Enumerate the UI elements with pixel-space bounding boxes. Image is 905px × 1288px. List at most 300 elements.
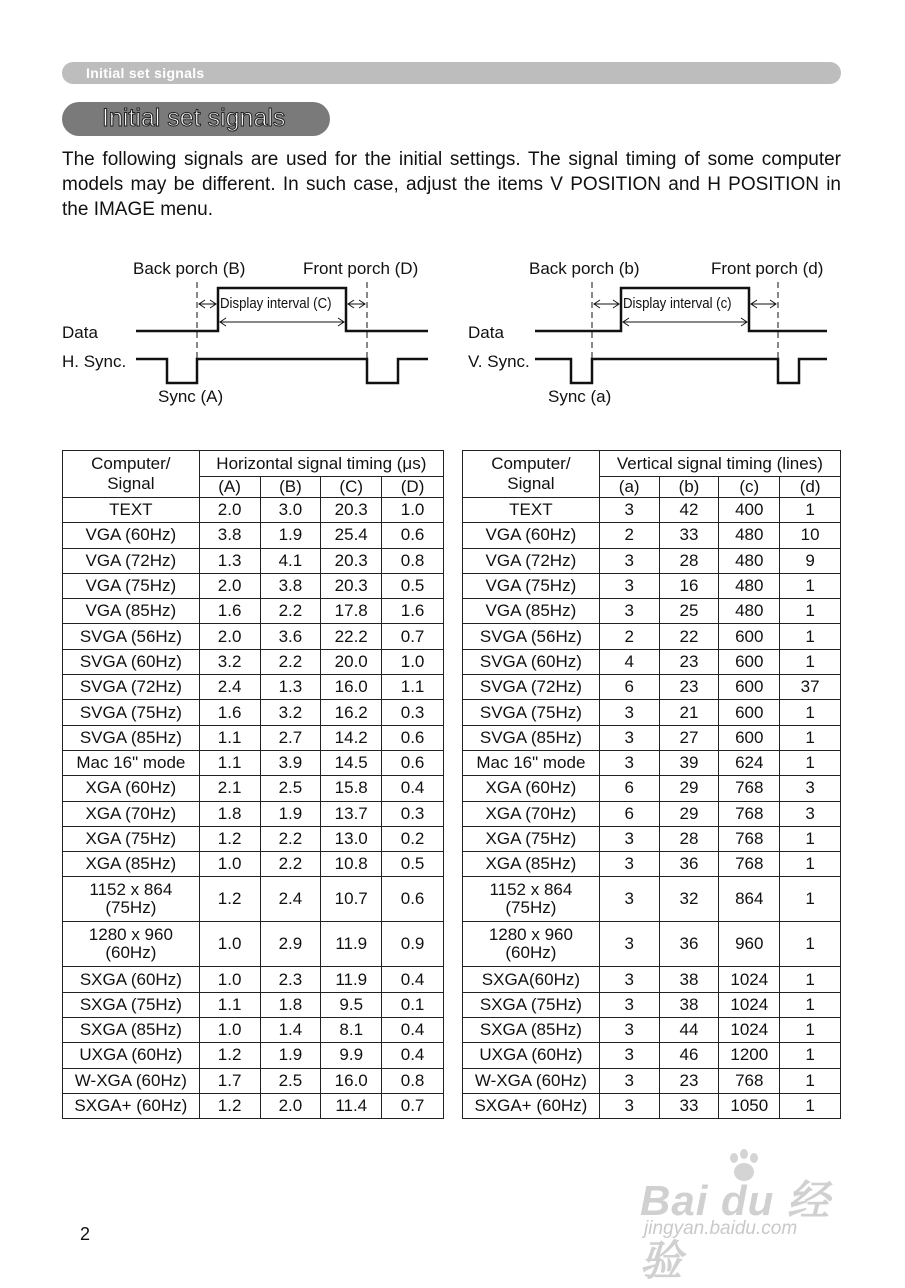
timing-value-cell: 0.5 (382, 852, 444, 877)
timing-value-cell: 8.1 (321, 1018, 382, 1043)
signal-name-cell: XGA (85Hz) (63, 852, 200, 877)
signal-name-cell: SVGA (72Hz) (463, 675, 600, 700)
table-row (463, 967, 841, 992)
timing-value-cell: 23 (659, 1068, 719, 1093)
watermark-url: jingyan.baidu.com (644, 1218, 798, 1239)
timing-value-cell: 1 (780, 992, 841, 1017)
table-row (63, 700, 444, 725)
signal-name-cell: VGA (60Hz) (63, 523, 200, 548)
signal-name-cell: VGA (85Hz) (63, 599, 200, 624)
table-row (63, 675, 444, 700)
signal-name-cell: 1280 x 960 (60Hz) (63, 922, 200, 967)
timing-value-cell: 0.4 (382, 967, 444, 992)
timing-value-cell: 10.8 (321, 852, 382, 877)
v-sync-label: Sync (a) (548, 387, 612, 406)
signal-name-cell: SVGA (60Hz) (63, 649, 200, 674)
timing-value-cell: 3 (599, 1068, 659, 1093)
signal-name-cell: W-XGA (60Hz) (63, 1068, 200, 1093)
timing-value-cell: 2.5 (260, 1068, 321, 1093)
timing-value-cell: 1024 (719, 967, 780, 992)
signal-name-cell: SXGA (85Hz) (63, 1018, 200, 1043)
v-data-label: Data (468, 323, 504, 342)
timing-value-cell: 768 (719, 852, 780, 877)
timing-value-cell: 38 (659, 967, 719, 992)
v-signal-header-line1: Computer/ (491, 454, 571, 473)
table-row (63, 1018, 444, 1043)
timing-value-cell: 29 (659, 801, 719, 826)
table-row (463, 801, 841, 826)
timing-value-cell: 0.6 (382, 877, 444, 922)
timing-value-cell: 1200 (719, 1043, 780, 1068)
table-row (463, 877, 841, 922)
timing-value-cell: 29 (659, 776, 719, 801)
timing-value-cell: 13.0 (321, 826, 382, 851)
timing-value-cell: 3 (780, 776, 841, 801)
table-row (463, 1043, 841, 1068)
timing-value-cell: 3 (599, 700, 659, 725)
signal-name-cell: TEXT (63, 498, 200, 523)
timing-value-cell: 36 (659, 922, 719, 967)
signal-name-cell: XGA (60Hz) (63, 776, 200, 801)
timing-value-cell: 28 (659, 826, 719, 851)
timing-value-cell: 1.0 (199, 1018, 260, 1043)
timing-value-cell: 2.0 (199, 624, 260, 649)
timing-value-cell: 0.3 (382, 801, 444, 826)
timing-value-cell: 1.8 (260, 992, 321, 1017)
timing-value-cell: 4.1 (260, 548, 321, 573)
v-front-porch-label: Front porch (d) (711, 259, 824, 278)
v-col-d: (d) (780, 477, 841, 498)
timing-value-cell: 10.7 (321, 877, 382, 922)
baidu-watermark (640, 1148, 855, 1284)
timing-value-cell: 960 (719, 922, 780, 967)
timing-value-cell: 0.9 (382, 922, 444, 967)
timing-value-cell: 600 (719, 624, 780, 649)
v-back-porch-label: Back porch (b) (529, 259, 640, 278)
timing-value-cell: 400 (719, 498, 780, 523)
signal-name-cell: TEXT (463, 498, 600, 523)
timing-value-cell: 1 (780, 852, 841, 877)
timing-value-cell: 37 (780, 675, 841, 700)
timing-value-cell: 2 (599, 523, 659, 548)
timing-value-cell: 11.4 (321, 1093, 382, 1118)
timing-value-cell: 480 (719, 573, 780, 598)
timing-value-cell: 1.1 (382, 675, 444, 700)
timing-value-cell: 1.3 (260, 675, 321, 700)
timing-value-cell: 0.4 (382, 1018, 444, 1043)
timing-value-cell: 1.7 (199, 1068, 260, 1093)
timing-value-cell: 0.5 (382, 573, 444, 598)
v-timing-waveform (0, 0, 905, 440)
table-row (63, 992, 444, 1017)
table-row (463, 624, 841, 649)
timing-value-cell: 1 (780, 750, 841, 775)
timing-value-cell: 768 (719, 801, 780, 826)
timing-value-cell: 1 (780, 1043, 841, 1068)
timing-value-cell: 1 (780, 573, 841, 598)
timing-value-cell: 3.0 (260, 498, 321, 523)
table-row (463, 498, 841, 523)
signal-name-cell: XGA (75Hz) (63, 826, 200, 851)
table-row (463, 725, 841, 750)
timing-value-cell: 23 (659, 675, 719, 700)
timing-value-cell: 1 (780, 725, 841, 750)
timing-value-cell: 3 (599, 922, 659, 967)
timing-value-cell: 1.8 (199, 801, 260, 826)
timing-value-cell: 3 (599, 1093, 659, 1118)
table-row (463, 649, 841, 674)
timing-value-cell: 3 (599, 750, 659, 775)
timing-value-cell: 2.3 (260, 967, 321, 992)
table-row (463, 599, 841, 624)
timing-value-cell: 3.6 (260, 624, 321, 649)
timing-value-cell: 1.6 (382, 599, 444, 624)
timing-value-cell: 36 (659, 852, 719, 877)
signal-name-cell: SXGA (75Hz) (463, 992, 600, 1017)
timing-value-cell: 17.8 (321, 599, 382, 624)
timing-value-cell: 0.4 (382, 776, 444, 801)
timing-value-cell: 3 (599, 877, 659, 922)
timing-value-cell: 2.0 (199, 573, 260, 598)
signal-name-cell: Mac 16" mode (463, 750, 600, 775)
timing-value-cell: 6 (599, 801, 659, 826)
signal-name-cell: VGA (72Hz) (463, 548, 600, 573)
timing-value-cell: 768 (719, 776, 780, 801)
timing-value-cell: 22.2 (321, 624, 382, 649)
timing-value-cell: 600 (719, 700, 780, 725)
h-col-a: (A) (199, 477, 260, 498)
signal-name-cell: Mac 16" mode (63, 750, 200, 775)
timing-value-cell: 32 (659, 877, 719, 922)
timing-value-cell: 16.0 (321, 1068, 382, 1093)
table-row (63, 877, 444, 922)
timing-value-cell: 1.6 (199, 700, 260, 725)
timing-value-cell: 1050 (719, 1093, 780, 1118)
timing-value-cell: 1.6 (199, 599, 260, 624)
watermark-brand: Bai du 经验 (640, 1177, 831, 1284)
intro-paragraph: The following signals are used for the initial settings. The signal timing of some computer models may be different. In such case, adjust the items V POSITION and H POSITION in the IMAGE menu. (62, 149, 841, 220)
timing-value-cell: 1.0 (199, 922, 260, 967)
timing-value-cell: 9.9 (321, 1043, 382, 1068)
timing-value-cell: 2.1 (199, 776, 260, 801)
timing-value-cell: 46 (659, 1043, 719, 1068)
timing-value-cell: 3 (599, 967, 659, 992)
timing-value-cell: 1 (780, 877, 841, 922)
table-row (463, 1018, 841, 1043)
timing-value-cell: 14.5 (321, 750, 382, 775)
timing-value-cell: 2.0 (199, 498, 260, 523)
timing-value-cell: 2.2 (260, 599, 321, 624)
table-row (463, 1068, 841, 1093)
timing-value-cell: 0.7 (382, 1093, 444, 1118)
timing-value-cell: 3 (599, 498, 659, 523)
v-sync-line-label: V. Sync. (468, 352, 530, 371)
table-row (63, 967, 444, 992)
timing-value-cell: 3 (599, 599, 659, 624)
timing-value-cell: 1.1 (199, 992, 260, 1017)
timing-value-cell: 33 (659, 523, 719, 548)
timing-value-cell: 11.9 (321, 967, 382, 992)
timing-value-cell: 44 (659, 1018, 719, 1043)
table-row (463, 548, 841, 573)
timing-value-cell: 1.0 (199, 852, 260, 877)
table-row (63, 1093, 444, 1118)
table-row (63, 1043, 444, 1068)
timing-value-cell: 3 (599, 1018, 659, 1043)
timing-value-cell: 1 (780, 624, 841, 649)
signal-name-cell: XGA (70Hz) (463, 801, 600, 826)
top-header-title: Initial set signals (86, 65, 205, 81)
table-row (63, 750, 444, 775)
signal-name-cell: VGA (85Hz) (463, 599, 600, 624)
signal-name-cell: SVGA (75Hz) (63, 700, 200, 725)
timing-value-cell: 3 (599, 573, 659, 598)
timing-value-cell: 2.9 (260, 922, 321, 967)
timing-value-cell: 768 (719, 826, 780, 851)
timing-value-cell: 1 (780, 967, 841, 992)
timing-value-cell: 0.8 (382, 1068, 444, 1093)
timing-value-cell: 0.2 (382, 826, 444, 851)
timing-value-cell: 27 (659, 725, 719, 750)
h-sync-label: Sync (A) (158, 387, 224, 406)
timing-value-cell: 480 (719, 599, 780, 624)
timing-value-cell: 2.5 (260, 776, 321, 801)
timing-value-cell: 23 (659, 649, 719, 674)
timing-value-cell: 2 (599, 624, 659, 649)
table-row (63, 826, 444, 851)
signal-name-cell: 1152 x 864 (75Hz) (463, 877, 600, 922)
timing-value-cell: 20.3 (321, 548, 382, 573)
v-col-a: (a) (599, 477, 659, 498)
signal-name-cell: XGA (60Hz) (463, 776, 600, 801)
v-col-b: (b) (659, 477, 719, 498)
timing-value-cell: 2.2 (260, 826, 321, 851)
h-display-interval-label: Display interval (C) (220, 295, 332, 312)
timing-value-cell: 33 (659, 1093, 719, 1118)
timing-value-cell: 22 (659, 624, 719, 649)
table-row (463, 826, 841, 851)
timing-value-cell: 1 (780, 599, 841, 624)
timing-value-cell: 10 (780, 523, 841, 548)
timing-value-cell: 3.8 (199, 523, 260, 548)
timing-value-cell: 4 (599, 649, 659, 674)
timing-value-cell: 14.2 (321, 725, 382, 750)
timing-value-cell: 0.8 (382, 548, 444, 573)
timing-value-cell: 3 (599, 992, 659, 1017)
v-group-header: Vertical signal timing (lines) (599, 451, 840, 477)
timing-value-cell: 1.2 (199, 877, 260, 922)
timing-value-cell: 3.2 (199, 649, 260, 674)
timing-value-cell: 9.5 (321, 992, 382, 1017)
signal-name-cell: W-XGA (60Hz) (463, 1068, 600, 1093)
timing-value-cell: 1 (780, 700, 841, 725)
table-row (463, 992, 841, 1017)
timing-value-cell: 2.4 (260, 877, 321, 922)
timing-value-cell: 1.4 (260, 1018, 321, 1043)
table-row (63, 725, 444, 750)
h-signal-header (63, 451, 200, 498)
timing-value-cell: 21 (659, 700, 719, 725)
timing-value-cell: 9 (780, 548, 841, 573)
table-row (463, 852, 841, 877)
signal-name-cell: SXGA (75Hz) (63, 992, 200, 1017)
v-table-body (463, 498, 841, 1119)
timing-value-cell: 0.3 (382, 700, 444, 725)
table-row (63, 801, 444, 826)
v-signal-header-line2: Signal (507, 474, 555, 493)
table-row (63, 649, 444, 674)
timing-value-cell: 2.4 (199, 675, 260, 700)
timing-value-cell: 6 (599, 776, 659, 801)
timing-value-cell: 0.1 (382, 992, 444, 1017)
timing-value-cell: 3 (599, 1043, 659, 1068)
signal-name-cell: UXGA (60Hz) (463, 1043, 600, 1068)
table-row (63, 523, 444, 548)
timing-value-cell: 42 (659, 498, 719, 523)
table-row (63, 548, 444, 573)
timing-value-cell: 20.3 (321, 573, 382, 598)
timing-value-cell: 16 (659, 573, 719, 598)
timing-value-cell: 0.6 (382, 725, 444, 750)
timing-value-cell: 1.3 (199, 548, 260, 573)
timing-value-cell: 0.6 (382, 523, 444, 548)
h-signal-header-line1: Computer/ (91, 454, 171, 473)
h-signal-header-line2: Signal (107, 474, 155, 493)
timing-value-cell: 20.3 (321, 498, 382, 523)
table-row (463, 750, 841, 775)
page-number: 2 (80, 1224, 91, 1244)
table-row (463, 523, 841, 548)
timing-value-cell: 25 (659, 599, 719, 624)
section-title: Initial set signals (102, 104, 286, 132)
table-row (463, 573, 841, 598)
table-row (63, 1068, 444, 1093)
signal-name-cell: SVGA (75Hz) (463, 700, 600, 725)
signal-name-cell: SVGA (85Hz) (63, 725, 200, 750)
timing-value-cell: 1 (780, 1018, 841, 1043)
timing-value-cell: 0.6 (382, 750, 444, 775)
signal-name-cell: SVGA (56Hz) (63, 624, 200, 649)
timing-value-cell: 1 (780, 826, 841, 851)
timing-value-cell: 864 (719, 877, 780, 922)
table-row (463, 675, 841, 700)
timing-value-cell: 3 (599, 852, 659, 877)
timing-value-cell: 3.2 (260, 700, 321, 725)
signal-name-cell: SXGA+ (60Hz) (463, 1093, 600, 1118)
signal-name-cell: SXGA (85Hz) (463, 1018, 600, 1043)
table-row (63, 852, 444, 877)
signal-name-cell: UXGA (60Hz) (63, 1043, 200, 1068)
table-row (63, 599, 444, 624)
v-col-c: (c) (719, 477, 780, 498)
timing-value-cell: 1.0 (382, 498, 444, 523)
table-row (463, 776, 841, 801)
signal-name-cell: VGA (75Hz) (63, 573, 200, 598)
timing-value-cell: 1.9 (260, 1043, 321, 1068)
timing-value-cell: 1 (780, 649, 841, 674)
timing-value-cell: 1 (780, 498, 841, 523)
table-row (463, 1093, 841, 1118)
timing-value-cell: 25.4 (321, 523, 382, 548)
v-display-interval-label: Display interval (c) (623, 295, 732, 312)
timing-value-cell: 2.2 (260, 649, 321, 674)
timing-value-cell: 480 (719, 523, 780, 548)
timing-value-cell: 20.0 (321, 649, 382, 674)
timing-value-cell: 2.0 (260, 1093, 321, 1118)
timing-value-cell: 768 (719, 1068, 780, 1093)
signal-name-cell: SVGA (56Hz) (463, 624, 600, 649)
table-row (63, 573, 444, 598)
timing-value-cell: 3.8 (260, 573, 321, 598)
timing-value-cell: 3 (599, 548, 659, 573)
table-row (63, 776, 444, 801)
timing-value-cell: 480 (719, 548, 780, 573)
signal-name-cell: XGA (70Hz) (63, 801, 200, 826)
timing-value-cell: 6 (599, 675, 659, 700)
h-back-porch-label: Back porch (B) (133, 259, 246, 278)
h-col-b: (B) (260, 477, 321, 498)
timing-value-cell: 2.7 (260, 725, 321, 750)
timing-value-cell: 1.1 (199, 750, 260, 775)
h-group-header: Horizontal signal timing (μs) (199, 451, 443, 477)
timing-value-cell: 1 (780, 1068, 841, 1093)
timing-value-cell: 39 (659, 750, 719, 775)
h-data-label: Data (62, 323, 98, 342)
h-front-porch-label: Front porch (D) (303, 259, 419, 278)
signal-name-cell: VGA (72Hz) (63, 548, 200, 573)
signal-name-cell: XGA (85Hz) (463, 852, 600, 877)
timing-value-cell: 600 (719, 675, 780, 700)
table-row (63, 624, 444, 649)
timing-value-cell: 1.1 (199, 725, 260, 750)
timing-value-cell: 1.0 (199, 967, 260, 992)
timing-value-cell: 38 (659, 992, 719, 1017)
h-table-body (63, 498, 444, 1119)
h-col-c: (C) (321, 477, 382, 498)
signal-name-cell: 1152 x 864 (75Hz) (63, 877, 200, 922)
timing-value-cell: 1.2 (199, 826, 260, 851)
timing-value-cell: 3 (780, 801, 841, 826)
timing-value-cell: 624 (719, 750, 780, 775)
table-row (63, 922, 444, 967)
signal-name-cell: SVGA (60Hz) (463, 649, 600, 674)
timing-value-cell: 3 (599, 725, 659, 750)
table-row (63, 498, 444, 523)
signal-name-cell: XGA (75Hz) (463, 826, 600, 851)
timing-value-cell: 2.2 (260, 852, 321, 877)
vertical-timing-table (462, 450, 841, 1119)
signal-name-cell: SVGA (72Hz) (63, 675, 200, 700)
timing-value-cell: 16.2 (321, 700, 382, 725)
signal-name-cell: SVGA (85Hz) (463, 725, 600, 750)
timing-value-cell: 1.2 (199, 1093, 260, 1118)
table-row (463, 700, 841, 725)
timing-value-cell: 0.4 (382, 1043, 444, 1068)
timing-value-cell: 1 (780, 1093, 841, 1118)
timing-value-cell: 15.8 (321, 776, 382, 801)
timing-value-cell: 600 (719, 725, 780, 750)
signal-name-cell: SXGA (60Hz) (63, 967, 200, 992)
h-sync-line-label: H. Sync. (62, 352, 127, 371)
timing-value-cell: 0.7 (382, 624, 444, 649)
horizontal-timing-table (62, 450, 444, 1119)
signal-name-cell: VGA (60Hz) (463, 523, 600, 548)
timing-value-cell: 600 (719, 649, 780, 674)
timing-value-cell: 1.0 (382, 649, 444, 674)
timing-value-cell: 1024 (719, 992, 780, 1017)
timing-value-cell: 1024 (719, 1018, 780, 1043)
timing-value-cell: 28 (659, 548, 719, 573)
